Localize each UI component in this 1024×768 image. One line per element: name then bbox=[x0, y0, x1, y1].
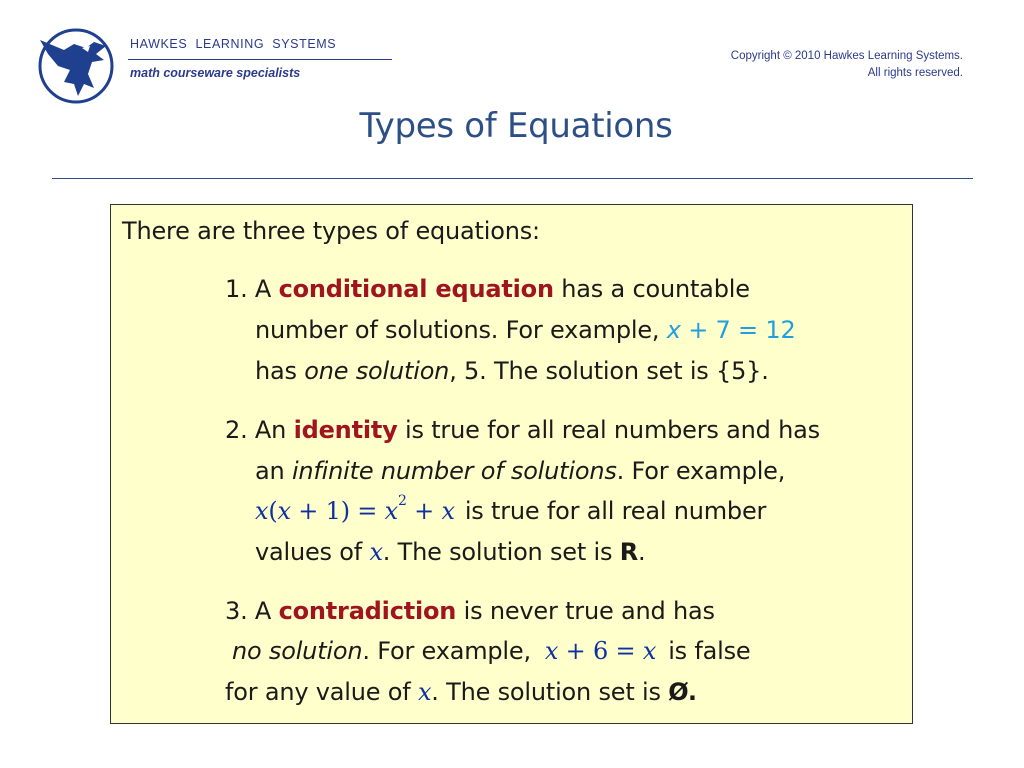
item2-line3 bbox=[255, 493, 767, 525]
eagle-logo-icon bbox=[34, 26, 118, 104]
eq-plus1: + 1) = bbox=[290, 497, 385, 525]
item1-line2 bbox=[255, 316, 796, 344]
item3-line3-pre: for any value of bbox=[225, 678, 418, 706]
item1-example-rest: + 7 = 12 bbox=[680, 316, 796, 344]
item1-term: conditional equation bbox=[278, 275, 554, 303]
item2-line2-post: . For example, bbox=[616, 457, 786, 485]
item2-line4-var bbox=[369, 538, 382, 566]
item3-line2 bbox=[232, 637, 751, 665]
item2-line4-bold: R bbox=[619, 538, 638, 566]
eq3-mid: + 6 = bbox=[558, 637, 643, 665]
brand-divider bbox=[128, 59, 392, 60]
copyright-line: Copyright © 2010 Hawkes Learning Systems. bbox=[730, 50, 963, 62]
eq-x3: x bbox=[384, 497, 398, 525]
item3-line2-end: is false bbox=[668, 637, 751, 665]
item1-example-var: x bbox=[666, 316, 681, 344]
item3-after-term: is never true and has bbox=[456, 597, 715, 625]
item2-line4-pre: values of bbox=[255, 538, 370, 566]
item1-line3-post: , 5. The solution set is {5}. bbox=[449, 357, 769, 385]
item1-line3-pre: has bbox=[255, 357, 305, 385]
item2-line3-post: is true for all real number bbox=[464, 497, 767, 525]
item2-line4-end: . bbox=[637, 538, 646, 566]
brand-tagline: math courseware specialists bbox=[130, 66, 301, 80]
item2-prefix: 2. An bbox=[225, 416, 294, 444]
item3-var-x: x bbox=[417, 678, 432, 706]
eq-x4: x bbox=[441, 497, 455, 525]
identity-equation bbox=[255, 493, 455, 525]
item2-var-x: x bbox=[369, 538, 383, 566]
item2-line4-mid: . The solution set is bbox=[382, 538, 620, 566]
eq-x1: x bbox=[255, 497, 269, 525]
slide-title: Types of Equations bbox=[359, 106, 673, 146]
rights-line: All rights reserved. bbox=[867, 67, 963, 79]
eq-open: ( bbox=[268, 497, 278, 525]
title-divider bbox=[52, 178, 973, 179]
item3-line3-mid: . The solution set is bbox=[431, 678, 669, 706]
content-box bbox=[110, 204, 913, 724]
copyright-notice bbox=[731, 48, 963, 82]
item2-line2-pre: an bbox=[255, 457, 292, 485]
item1-line3 bbox=[255, 357, 769, 385]
intro-text: There are three types of equations: bbox=[122, 217, 540, 245]
item2-term: identity bbox=[293, 416, 398, 444]
item3-prefix: 3. A bbox=[225, 597, 279, 625]
item3-line3 bbox=[225, 678, 697, 706]
item2-line2 bbox=[255, 457, 785, 485]
item1-line1 bbox=[225, 275, 750, 303]
eq3-x2: x bbox=[642, 637, 657, 665]
item2-line2-em: infinite number of solutions bbox=[291, 457, 617, 485]
item1-after-term: has a countable bbox=[553, 275, 750, 303]
item1-line3-em: one solution bbox=[304, 357, 450, 385]
item2-line1 bbox=[225, 416, 820, 444]
item2-after-term: is true for all real numbers and has bbox=[397, 416, 820, 444]
contradiction-equation bbox=[545, 637, 656, 665]
item1-prefix: 1. A bbox=[225, 275, 279, 303]
item3-line3-var bbox=[418, 678, 431, 706]
item3-line2-em: no solution bbox=[232, 637, 363, 665]
eq-exp: 2 bbox=[397, 493, 407, 509]
eq3-x1: x bbox=[544, 637, 559, 665]
item3-line2-post: . For example, bbox=[362, 637, 531, 665]
eq-x2: x bbox=[277, 497, 291, 525]
item1-line2-text: number of solutions. For example, bbox=[255, 316, 667, 344]
item3-term: contradiction bbox=[278, 597, 457, 625]
eq-plus2: + bbox=[406, 497, 442, 525]
item2-line4 bbox=[255, 538, 645, 566]
item3-line3-bold: Ø. bbox=[668, 678, 697, 706]
brand-name: HAWKES LEARNING SYSTEMS bbox=[130, 37, 337, 51]
item3-line1 bbox=[225, 597, 715, 625]
